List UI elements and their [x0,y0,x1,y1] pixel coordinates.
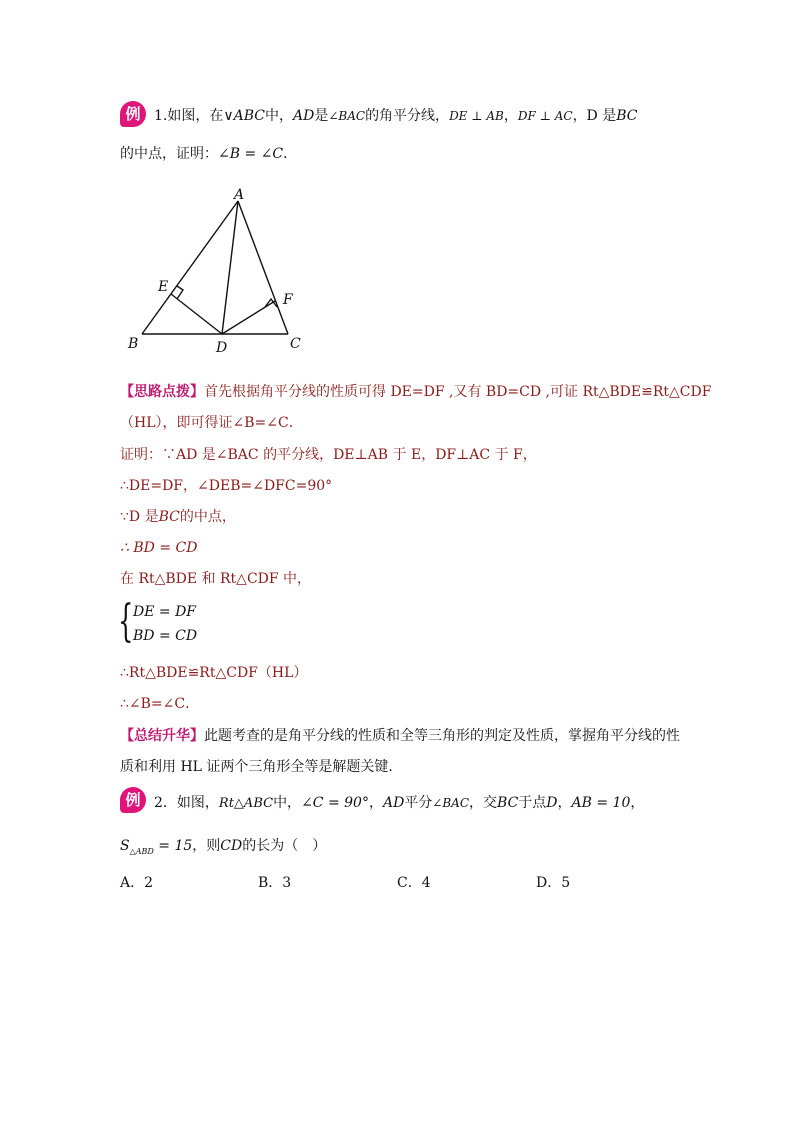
text: 中， [273,795,302,811]
proof-line7: ∴∠B=∠C． [120,696,200,712]
side-ab [142,201,238,334]
math: Rt△ABC [218,796,274,811]
summary-text: 此题考查的是角平分线的性质和全等三角形的判定及性质，掌握角平分线的性 [204,728,680,744]
math: ∨ABC [223,108,265,124]
math: BC [616,108,638,124]
example-badge-2: 例 [120,787,146,813]
label-b: B [128,336,139,352]
math: ∠B = ∠C [218,146,284,162]
math: ∠C = 90° [301,795,369,811]
label-c: C [290,336,301,352]
hint-text: 首先根据角平分线的性质可得 DE=DF ,又有 BD=CD ,可证 Rt△BDE≌Rt△CDF [204,384,712,400]
area-value: = 15 [153,838,193,854]
proof-line2: ∴DE=DF，∠DEB=∠DFC=90° [120,478,333,494]
label-e: E [158,279,169,295]
text: 的长为（ ） [242,838,327,854]
hint-line1 [120,382,711,402]
proof-line3 [120,507,236,527]
option-a[interactable]: A．2 [120,875,154,891]
label-a: A [234,187,245,203]
proof-line4: ∴ BD = CD [120,540,198,556]
example1-line1 [154,106,638,126]
hint-tag: 【思路点拨】 [120,384,204,400]
system-eq1: DE = DF [133,604,197,620]
summary-tag: 【总结升华】 [120,728,204,744]
math: AB = 10 [571,795,631,811]
math: DE ⊥ AB [449,109,504,123]
system-eq2: BD = CD [133,628,198,644]
math: AD [292,108,315,124]
text: 的中点， [179,509,236,525]
proof-line6: ∴Rt△BDE≌Rt△CDF（HL） [120,665,308,681]
text: ，D 是 [572,108,617,124]
label-d: D [216,340,228,356]
math: DF ⊥ AC [517,109,573,123]
text: ， [368,795,383,811]
label-f: F [283,292,293,308]
text: 是 [314,108,329,124]
math: ∠BAC [328,109,366,123]
text: 的角平分线， [365,108,450,124]
math: CD [220,838,243,854]
text: ． [283,146,298,162]
text: ， [630,795,645,811]
text: 平分 [404,795,433,811]
math: ∠BAC [432,796,470,810]
text: ，则 [192,838,221,854]
text: 中， [264,108,293,124]
summary-line1 [120,726,680,746]
proof-line5: 在 Rt△BDE 和 Rt△CDF 中， [120,571,312,587]
option-c[interactable]: C．4 [397,875,431,891]
math: D [546,795,558,811]
hint-line2: （HL），即可得证∠B=∠C． [120,415,303,431]
math: BC [497,795,519,811]
text: 2．如图， [154,795,219,811]
side-ac [238,201,288,334]
segment-df [222,301,275,334]
segment-de [171,294,222,334]
text: 的中点，证明： [120,146,218,162]
example2-line2 [120,836,326,862]
text: 于点 [518,795,547,811]
text: 1.如图，在 [154,108,224,124]
proof-line1: 证明：∵AD 是∠BAC 的平分线，DE⊥AB 于 E，DF⊥AC 于 F， [120,447,537,463]
summary-line2: 质和利用 HL 证两个三角形全等是解题关键． [120,759,403,775]
right-angle-e [177,286,183,299]
example-badge-1: 例 [120,101,146,127]
math: AD [382,795,405,811]
option-b[interactable]: B．3 [258,875,292,891]
area-subscript: △ABD [129,846,154,856]
example2-line1 [154,793,644,814]
text: ，交 [469,795,498,811]
system-brace: { [118,596,134,647]
text: ， [503,108,518,124]
option-d[interactable]: D．5 [536,875,571,891]
area-symbol: S [120,838,130,854]
text: ， [557,795,572,811]
math: BC [158,509,180,525]
triangle-figure [120,184,320,359]
text: ∵D 是 [120,509,159,525]
example1-line2 [120,144,297,164]
